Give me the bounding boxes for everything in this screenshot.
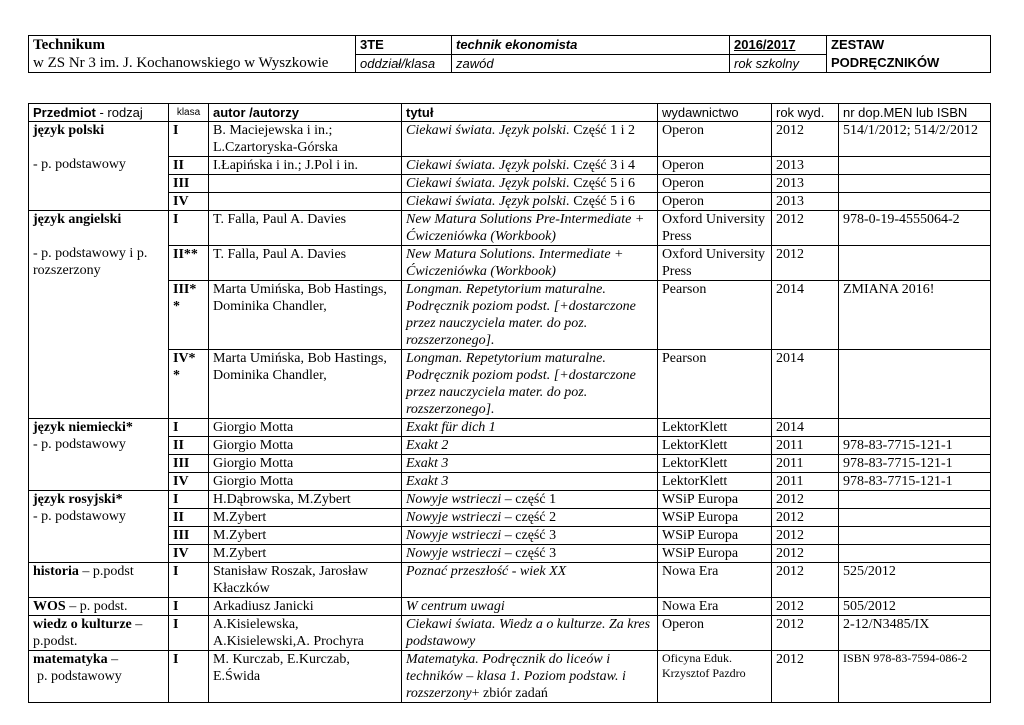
school-year-value: 2016/2017 bbox=[730, 36, 827, 55]
author-cell: T. Falla, Paul A. Davies bbox=[209, 211, 402, 246]
title-main: Ciekawi świata. Język polski. bbox=[406, 176, 570, 191]
year-cell: 2013 bbox=[772, 175, 839, 193]
textbook-table bbox=[28, 103, 991, 703]
isbn-cell bbox=[839, 157, 991, 175]
subject-name: WOS bbox=[33, 599, 66, 614]
title-part: Część 3 i 4 bbox=[569, 158, 636, 173]
author-cell bbox=[209, 193, 402, 211]
subject-cell bbox=[29, 616, 169, 651]
author-cell: Marta Umińska, Bob Hastings, Dominika Chandler, bbox=[209, 281, 402, 350]
title-cell: Exakt 3 bbox=[402, 455, 658, 473]
isbn-cell bbox=[839, 246, 991, 281]
title-cell bbox=[402, 122, 658, 157]
table-row bbox=[29, 437, 991, 455]
author-cell: Giorgio Motta bbox=[209, 419, 402, 437]
isbn-cell: ZMIANA 2016! bbox=[839, 281, 991, 350]
isbn-cell: 514/1/2012; 514/2/2012 bbox=[839, 122, 991, 157]
title-main: Ciekawi świata. Język polski. bbox=[406, 123, 570, 138]
school-address: w ZS Nr 3 im. J. Kochanowskiego w Wyszkowie bbox=[33, 55, 329, 71]
klasa-cell: IV bbox=[169, 545, 209, 563]
year-cell: 2012 bbox=[772, 651, 839, 703]
table-row bbox=[29, 545, 991, 563]
isbn-cell: 505/2012 bbox=[839, 598, 991, 616]
klasa-cell: III bbox=[169, 527, 209, 545]
class-label: oddział/klasa bbox=[356, 54, 452, 73]
subject-cell bbox=[29, 598, 169, 616]
table-row bbox=[29, 509, 991, 527]
subject-name: matematyka bbox=[33, 652, 108, 667]
col-klasa: klasa bbox=[169, 104, 209, 122]
author-cell: Giorgio Motta bbox=[209, 455, 402, 473]
year-cell: 2012 bbox=[772, 246, 839, 281]
klasa-cell: I bbox=[169, 651, 209, 703]
title-main: Nowyje wstrieczi bbox=[406, 510, 502, 525]
publisher-cell: Oficyna Eduk. Krzysztof Pazdro bbox=[658, 651, 772, 703]
title-cell bbox=[402, 157, 658, 175]
isbn-cell: 2-12/N3485/IX bbox=[839, 616, 991, 651]
col-author: autor /autorzy bbox=[209, 104, 402, 122]
table-row bbox=[29, 246, 991, 281]
publisher-cell: Operon bbox=[658, 616, 772, 651]
title-main: Ciekawi świata. Język polski. bbox=[406, 158, 570, 173]
title-cell bbox=[402, 175, 658, 193]
year-cell: 2014 bbox=[772, 419, 839, 437]
title-cell bbox=[402, 651, 658, 703]
subject-name: historia bbox=[33, 564, 79, 579]
publisher-cell: WSiP Europa bbox=[658, 509, 772, 527]
subject-cell bbox=[29, 563, 169, 598]
year-cell: 2011 bbox=[772, 437, 839, 455]
subject-name: język niemiecki* bbox=[33, 420, 133, 435]
table-row bbox=[29, 598, 991, 616]
title-cell bbox=[402, 527, 658, 545]
title-cell: Exakt für dich 1 bbox=[402, 419, 658, 437]
title-part: Część 5 i 6 bbox=[569, 176, 636, 191]
subject-level: - p. podstawowy bbox=[33, 437, 126, 452]
year-cell: 2013 bbox=[772, 193, 839, 211]
year-cell: 2014 bbox=[772, 281, 839, 350]
table-row bbox=[29, 193, 991, 211]
title-cell: Poznać przeszłość - wiek XX bbox=[402, 563, 658, 598]
klasa-cell: IV* * bbox=[169, 350, 209, 419]
publisher-cell: Operon bbox=[658, 175, 772, 193]
publisher-cell: LektorKlett bbox=[658, 473, 772, 491]
publisher-cell: LektorKlett bbox=[658, 419, 772, 437]
isbn-cell: 978-83-7715-121-1 bbox=[839, 455, 991, 473]
title-main: Nowyje wstrieczi bbox=[406, 528, 502, 543]
year-cell: 2012 bbox=[772, 527, 839, 545]
profession-label: zawód bbox=[452, 54, 730, 73]
table-row bbox=[29, 455, 991, 473]
school-name bbox=[29, 36, 356, 73]
author-cell: I.Łapińska i in.; J.Pol i in. bbox=[209, 157, 402, 175]
year-cell: 2012 bbox=[772, 491, 839, 509]
isbn-cell: 978-83-7715-121-1 bbox=[839, 473, 991, 491]
isbn-cell: 525/2012 bbox=[839, 563, 991, 598]
school-type: Technikum bbox=[33, 37, 105, 53]
col-subject bbox=[29, 104, 169, 122]
subject-level: - p. podstawowy bbox=[33, 509, 126, 524]
year-cell: 2012 bbox=[772, 598, 839, 616]
publisher-cell: LektorKlett bbox=[658, 437, 772, 455]
klasa-cell: I bbox=[169, 491, 209, 509]
title-cell bbox=[402, 509, 658, 527]
title-main: Nowyje wstrieczi bbox=[406, 546, 502, 561]
title-main: Matematyka. Podręcznik do liceów i techników – klasa 1. Poziom podstaw. i rozszerzony bbox=[406, 652, 626, 701]
title-part: Część 1 i 2 bbox=[569, 123, 636, 138]
klasa-cell: IV bbox=[169, 473, 209, 491]
klasa-cell: II bbox=[169, 157, 209, 175]
title-cell: Ciekawi świata. Wiedz a o kulturze. Za kres podstawowy bbox=[402, 616, 658, 651]
subject-name: język polski bbox=[33, 123, 105, 138]
title-cell: Longman. Repetytorium maturalne. Podręcznik poziom podst. [+dostarczone przez nauczyciela mater. do poz. rozszerzonego]. bbox=[402, 350, 658, 419]
col-publisher: wydawnictwo bbox=[658, 104, 772, 122]
isbn-cell bbox=[839, 193, 991, 211]
author-cell: Arkadiusz Janicki bbox=[209, 598, 402, 616]
table-header-row bbox=[29, 104, 991, 122]
publisher-cell: LektorKlett bbox=[658, 455, 772, 473]
isbn-cell bbox=[839, 509, 991, 527]
klasa-cell: I bbox=[169, 419, 209, 437]
table-row bbox=[29, 563, 991, 598]
table-row bbox=[29, 651, 991, 703]
table-row bbox=[29, 157, 991, 175]
author-cell: Marta Umińska, Bob Hastings, Dominika Chandler, bbox=[209, 350, 402, 419]
isbn-cell: 978-83-7715-121-1 bbox=[839, 437, 991, 455]
title-cell: Exakt 3 bbox=[402, 473, 658, 491]
author-cell: H.Dąbrowska, M.Zybert bbox=[209, 491, 402, 509]
title-main: Ciekawi świata. Język polski. bbox=[406, 194, 570, 209]
isbn-cell bbox=[839, 527, 991, 545]
subject-name: język rosyjski* bbox=[33, 492, 123, 507]
table-row bbox=[29, 419, 991, 437]
author-cell: T. Falla, Paul A. Davies bbox=[209, 246, 402, 281]
title-cell bbox=[402, 545, 658, 563]
klasa-cell: II** bbox=[169, 246, 209, 281]
publisher-cell: WSiP Europa bbox=[658, 527, 772, 545]
klasa-cell: III* * bbox=[169, 281, 209, 350]
klasa-cell: I bbox=[169, 211, 209, 246]
author-cell: M.Zybert bbox=[209, 509, 402, 527]
klasa-cell: I bbox=[169, 616, 209, 651]
table-row bbox=[29, 281, 991, 350]
publisher-cell: Operon bbox=[658, 122, 772, 157]
subject-level: - p. podstawowy bbox=[33, 157, 126, 172]
author-cell: Stanisław Roszak, Jarosław Kłaczków bbox=[209, 563, 402, 598]
title-cell: New Matura Solutions Pre-Intermediate + Ćwiczeniówka (Workbook) bbox=[402, 211, 658, 246]
isbn-cell: 978-0-19-4555064-2 bbox=[839, 211, 991, 246]
table-row bbox=[29, 211, 991, 246]
year-cell: 2012 bbox=[772, 545, 839, 563]
subject-level: – p.podst bbox=[78, 564, 134, 579]
publisher-cell: Pearson bbox=[658, 281, 772, 350]
title-main: Nowyje wstrieczi bbox=[406, 492, 502, 507]
subject-cell bbox=[29, 122, 169, 211]
col-subject-kind: - rodzaj bbox=[95, 105, 143, 120]
year-cell: 2012 bbox=[772, 616, 839, 651]
col-subject-label: Przedmiot bbox=[33, 105, 96, 120]
author-cell: M.Zybert bbox=[209, 527, 402, 545]
col-isbn: nr dop.MEN lub ISBN bbox=[839, 104, 991, 122]
publisher-cell: WSiP Europa bbox=[658, 545, 772, 563]
subject-level: – p.podst. bbox=[33, 617, 143, 649]
subject-cell bbox=[29, 419, 169, 491]
publisher-cell: Oxford University Press bbox=[658, 246, 772, 281]
profession-value: technik ekonomista bbox=[452, 36, 730, 55]
title-cell: Exakt 2 bbox=[402, 437, 658, 455]
title-cell: New Matura Solutions. Intermediate + Ćwiczeniówka (Workbook) bbox=[402, 246, 658, 281]
year-cell: 2011 bbox=[772, 473, 839, 491]
subject-level: p. podstawowy bbox=[37, 669, 122, 684]
publisher-cell: Nowa Era bbox=[658, 563, 772, 598]
klasa-cell: I bbox=[169, 122, 209, 157]
set-title-line2: PODRĘCZNIKÓW bbox=[831, 55, 940, 70]
title-part: – część 3 bbox=[501, 546, 557, 561]
isbn-cell bbox=[839, 350, 991, 419]
publisher-cell: Operon bbox=[658, 157, 772, 175]
year-cell: 2012 bbox=[772, 509, 839, 527]
table-row bbox=[29, 616, 991, 651]
year-cell: 2012 bbox=[772, 122, 839, 157]
isbn-cell bbox=[839, 545, 991, 563]
klasa-cell: III bbox=[169, 455, 209, 473]
klasa-cell: IV bbox=[169, 193, 209, 211]
title-part: Część 5 i 6 bbox=[569, 194, 636, 209]
subject-level: – p. podst. bbox=[65, 599, 128, 614]
author-cell: Giorgio Motta bbox=[209, 473, 402, 491]
isbn-cell bbox=[839, 175, 991, 193]
author-cell: M.Zybert bbox=[209, 545, 402, 563]
subject-cell bbox=[29, 491, 169, 563]
title-cell bbox=[402, 491, 658, 509]
subject-name: język angielski bbox=[33, 212, 122, 227]
subject-cell bbox=[29, 651, 169, 703]
author-cell: A.Kisielewska, A.Kisielewski,A. Prochyra bbox=[209, 616, 402, 651]
year-cell: 2011 bbox=[772, 455, 839, 473]
year-cell: 2014 bbox=[772, 350, 839, 419]
klasa-cell: I bbox=[169, 563, 209, 598]
title-cell bbox=[402, 193, 658, 211]
year-cell: 2013 bbox=[772, 157, 839, 175]
title-part: – część 2 bbox=[501, 510, 557, 525]
set-title bbox=[827, 36, 991, 73]
class-value: 3TE bbox=[356, 36, 452, 55]
col-title: tytuł bbox=[402, 104, 658, 122]
title-part: – część 1 bbox=[501, 492, 557, 507]
subject-dash: – bbox=[107, 652, 119, 667]
isbn-cell bbox=[839, 491, 991, 509]
publisher-cell: Nowa Era bbox=[658, 598, 772, 616]
isbn-cell bbox=[839, 419, 991, 437]
subject-name: wiedz o kulturze bbox=[33, 617, 132, 632]
author-cell: Giorgio Motta bbox=[209, 437, 402, 455]
isbn-cell: ISBN 978-83-7594-086-2 bbox=[839, 651, 991, 703]
table-row bbox=[29, 491, 991, 509]
author-cell bbox=[209, 175, 402, 193]
year-cell: 2012 bbox=[772, 211, 839, 246]
publisher-cell: Oxford University Press bbox=[658, 211, 772, 246]
title-cell: Longman. Repetytorium maturalne. Podręcznik poziom podst. [+dostarczone przez nauczyciela mater. do poz. rozszerzonego]. bbox=[402, 281, 658, 350]
author-cell: M. Kurczab, E.Kurczab, E.Świda bbox=[209, 651, 402, 703]
school-year-label: rok szkolny bbox=[730, 54, 827, 73]
publisher-cell: Pearson bbox=[658, 350, 772, 419]
document-header bbox=[28, 35, 991, 73]
author-cell: B. Maciejewska i in.; L.Czartoryska-Górska bbox=[209, 122, 402, 157]
table-row bbox=[29, 122, 991, 157]
klasa-cell: III bbox=[169, 175, 209, 193]
set-title-line1: ZESTAW bbox=[831, 37, 885, 52]
col-year: rok wyd. bbox=[772, 104, 839, 122]
table-row bbox=[29, 473, 991, 491]
klasa-cell: II bbox=[169, 437, 209, 455]
subject-level: - p. podstawowy i p. rozszerzony bbox=[33, 246, 148, 278]
title-part: – część 3 bbox=[501, 528, 557, 543]
table-row bbox=[29, 350, 991, 419]
publisher-cell: Operon bbox=[658, 193, 772, 211]
title-cell: W centrum uwagi bbox=[402, 598, 658, 616]
table-row bbox=[29, 175, 991, 193]
year-cell: 2012 bbox=[772, 563, 839, 598]
klasa-cell: II bbox=[169, 509, 209, 527]
publisher-cell: WSiP Europa bbox=[658, 491, 772, 509]
table-row bbox=[29, 527, 991, 545]
klasa-cell: I bbox=[169, 598, 209, 616]
subject-cell bbox=[29, 211, 169, 419]
title-part: + zbiór zadań bbox=[471, 686, 548, 701]
